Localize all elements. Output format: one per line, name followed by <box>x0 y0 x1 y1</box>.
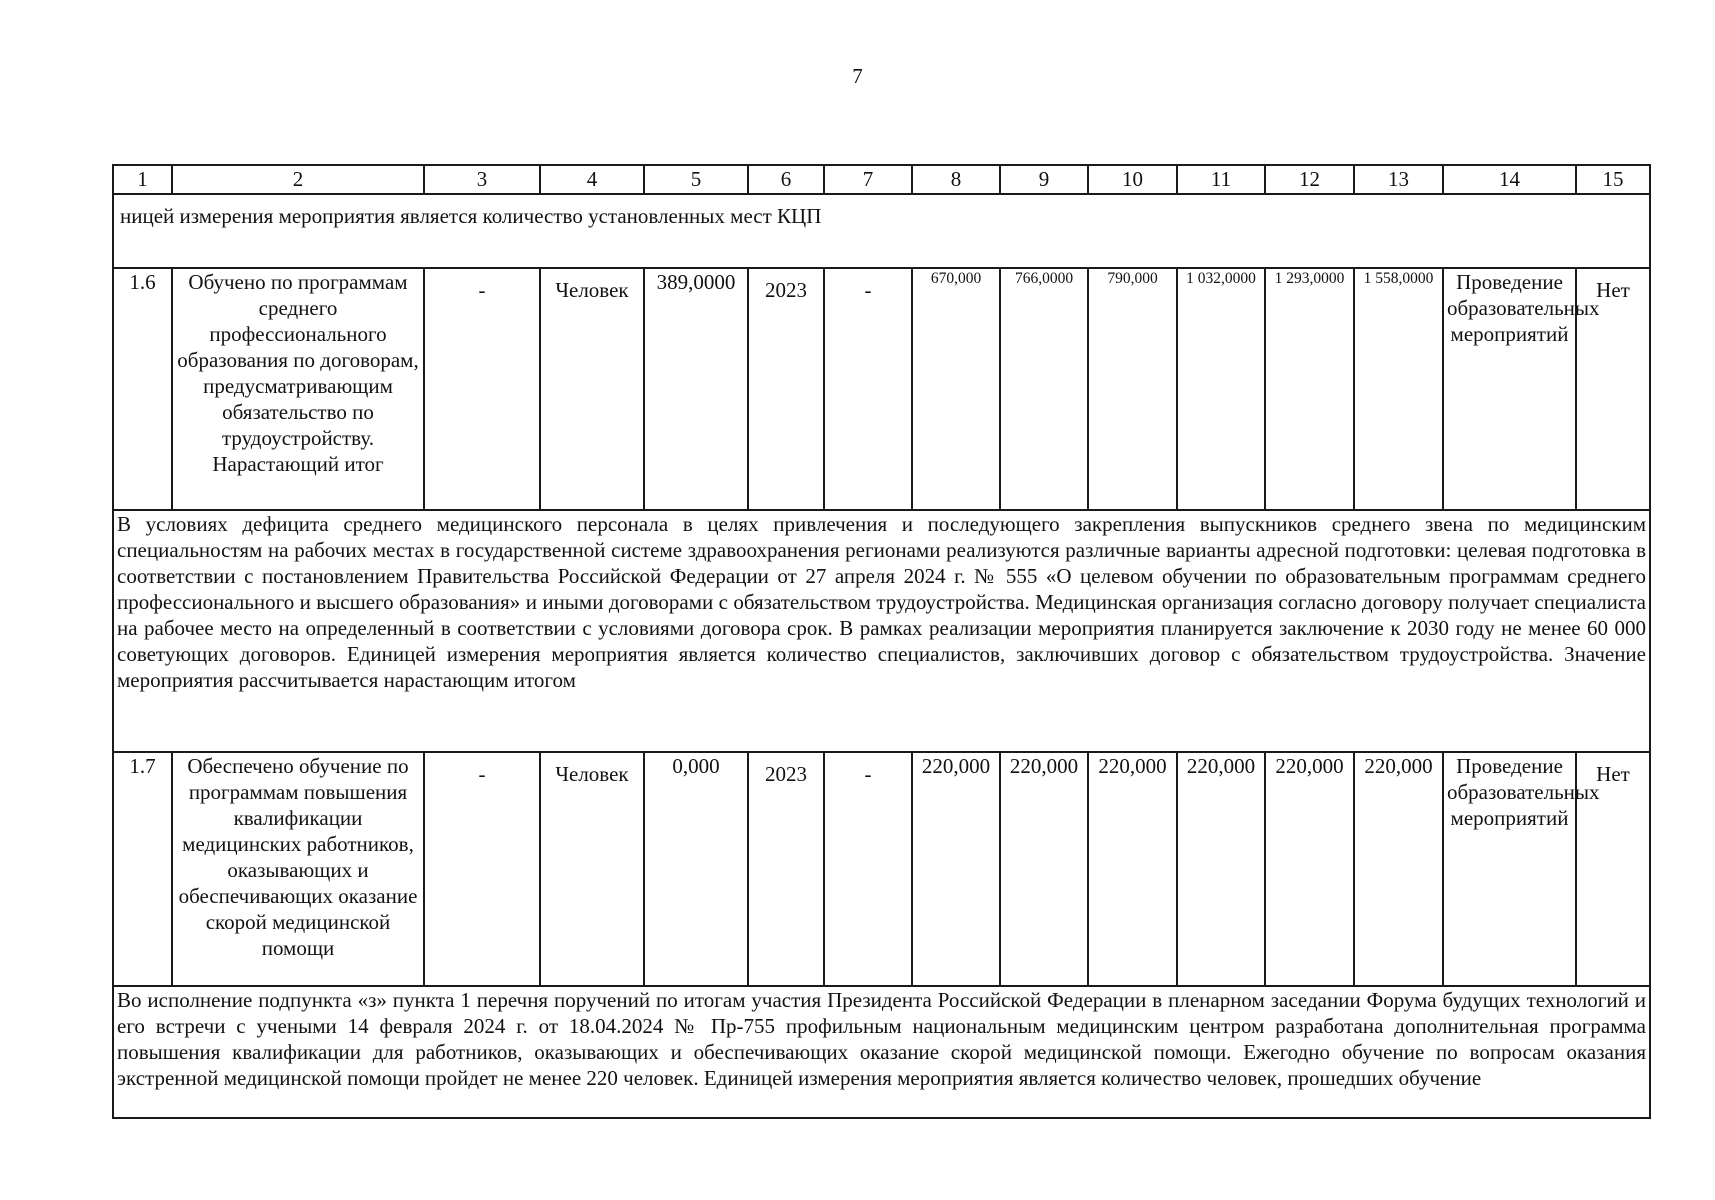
cell-col15: Нет <box>1576 268 1650 510</box>
base-value-cell: 389,0000 <box>644 268 748 510</box>
unit-cell: Человек <box>540 752 644 986</box>
column-header: 10 <box>1088 165 1177 194</box>
note-text: ницей измерения мероприятия является количество установленных мест КЦП <box>113 194 1650 268</box>
note-row <box>113 986 1650 1118</box>
column-header: 11 <box>1177 165 1265 194</box>
column-header: 3 <box>424 165 540 194</box>
base-year-cell: 2023 <box>748 752 824 986</box>
column-header: 9 <box>1000 165 1088 194</box>
value-cell: 220,000 <box>1354 752 1443 986</box>
value-cell: 1 558,0000 <box>1354 268 1443 510</box>
row-number: 1.6 <box>113 268 172 510</box>
unit-cell: Человек <box>540 268 644 510</box>
value-cell: 670,000 <box>912 268 1000 510</box>
activity-type-cell: Проведение образовательных мероприятий <box>1443 268 1576 510</box>
cell-col3: - <box>424 268 540 510</box>
cell-col3: - <box>424 752 540 986</box>
header-row <box>113 165 1650 194</box>
column-header: 13 <box>1354 165 1443 194</box>
cell-col15: Нет <box>1576 752 1650 986</box>
cell-col7: - <box>824 752 912 986</box>
column-header: 15 <box>1576 165 1650 194</box>
note-row-top <box>113 194 1650 268</box>
column-header: 7 <box>824 165 912 194</box>
column-header: 12 <box>1265 165 1354 194</box>
column-header: 5 <box>644 165 748 194</box>
note-text: В условиях дефицита среднего медицинского персонала в целях привлечения и последующего закрепления выпускников среднего звена по медицинским специальностям на рабочих местах в государственной системе здравоохранения регионами реализуются различные варианты адресной подготовки: целевая подготовка в соответствии с постановлением Правительства Российской Федерации от 27 апреля 2024 г. № 555 «О целевом обучении по образовательным программам среднего профессионального и высшего образования» и иными договорами с обязательством трудоустройства. Медицинская организация согласно договору получает специалиста на рабочее место на определенный в соответствии с условиями договора срок. В рамках реализации мероприятия планируется заключение к 2030 году не менее 60 000 советующих договоров. Единицей измерения мероприятия является количество специалистов, заключивших договор с обязательством трудоустройства. Значение мероприятия рассчитывается нарастающим итогом <box>113 510 1650 752</box>
base-value-cell: 0,000 <box>644 752 748 986</box>
cell-col7: - <box>824 268 912 510</box>
column-header: 6 <box>748 165 824 194</box>
table-row <box>113 752 1650 986</box>
value-cell: 1 032,0000 <box>1177 268 1265 510</box>
page-number: 7 <box>852 64 863 88</box>
column-header: 8 <box>912 165 1000 194</box>
value-cell: 1 293,0000 <box>1265 268 1354 510</box>
table-row <box>113 268 1650 510</box>
column-header: 1 <box>113 165 172 194</box>
column-header: 4 <box>540 165 644 194</box>
value-cell: 220,000 <box>1088 752 1177 986</box>
base-year-cell: 2023 <box>748 268 824 510</box>
column-header: 14 <box>1443 165 1576 194</box>
value-cell: 220,000 <box>1000 752 1088 986</box>
value-cell: 220,000 <box>1177 752 1265 986</box>
value-cell: 766,0000 <box>1000 268 1088 510</box>
activity-type-cell: Проведение образовательных мероприятий <box>1443 752 1576 986</box>
row-number: 1.7 <box>113 752 172 986</box>
value-cell: 220,000 <box>1265 752 1354 986</box>
value-cell: 220,000 <box>912 752 1000 986</box>
value-cell: 790,000 <box>1088 268 1177 510</box>
column-header: 2 <box>172 165 424 194</box>
note-text: Во исполнение подпункта «з» пункта 1 перечня поручений по итогам участия Президента Российской Федерации в пленарном заседании Форума будущих технологий и его встречи с учеными 14 февраля 2024 г. от 18.04.2024 № Пр-755 профильным национальным медицинским центром разработана дополнительная программа повышения квалификации для работников, оказывающих и обеспечивающих оказание скорой медицинской помощи. Ежегодно обучение по вопросам оказания экстренной медицинской помощи пройдет не менее 220 человек. Единицей измерения мероприятия является количество человек, прошедших обучение <box>113 986 1650 1118</box>
note-row <box>113 510 1650 752</box>
measure-name: Обучено по программам среднего профессионального образования по договорам, предусматривающим обязательство по трудоустройству. Нарастающий итог <box>172 268 424 510</box>
measures-table <box>112 164 1651 1119</box>
measure-name: Обеспечено обучение по программам повышения квалификации медицинских работников, оказывающих и обеспечивающих оказание скорой медицинской помощи <box>172 752 424 986</box>
